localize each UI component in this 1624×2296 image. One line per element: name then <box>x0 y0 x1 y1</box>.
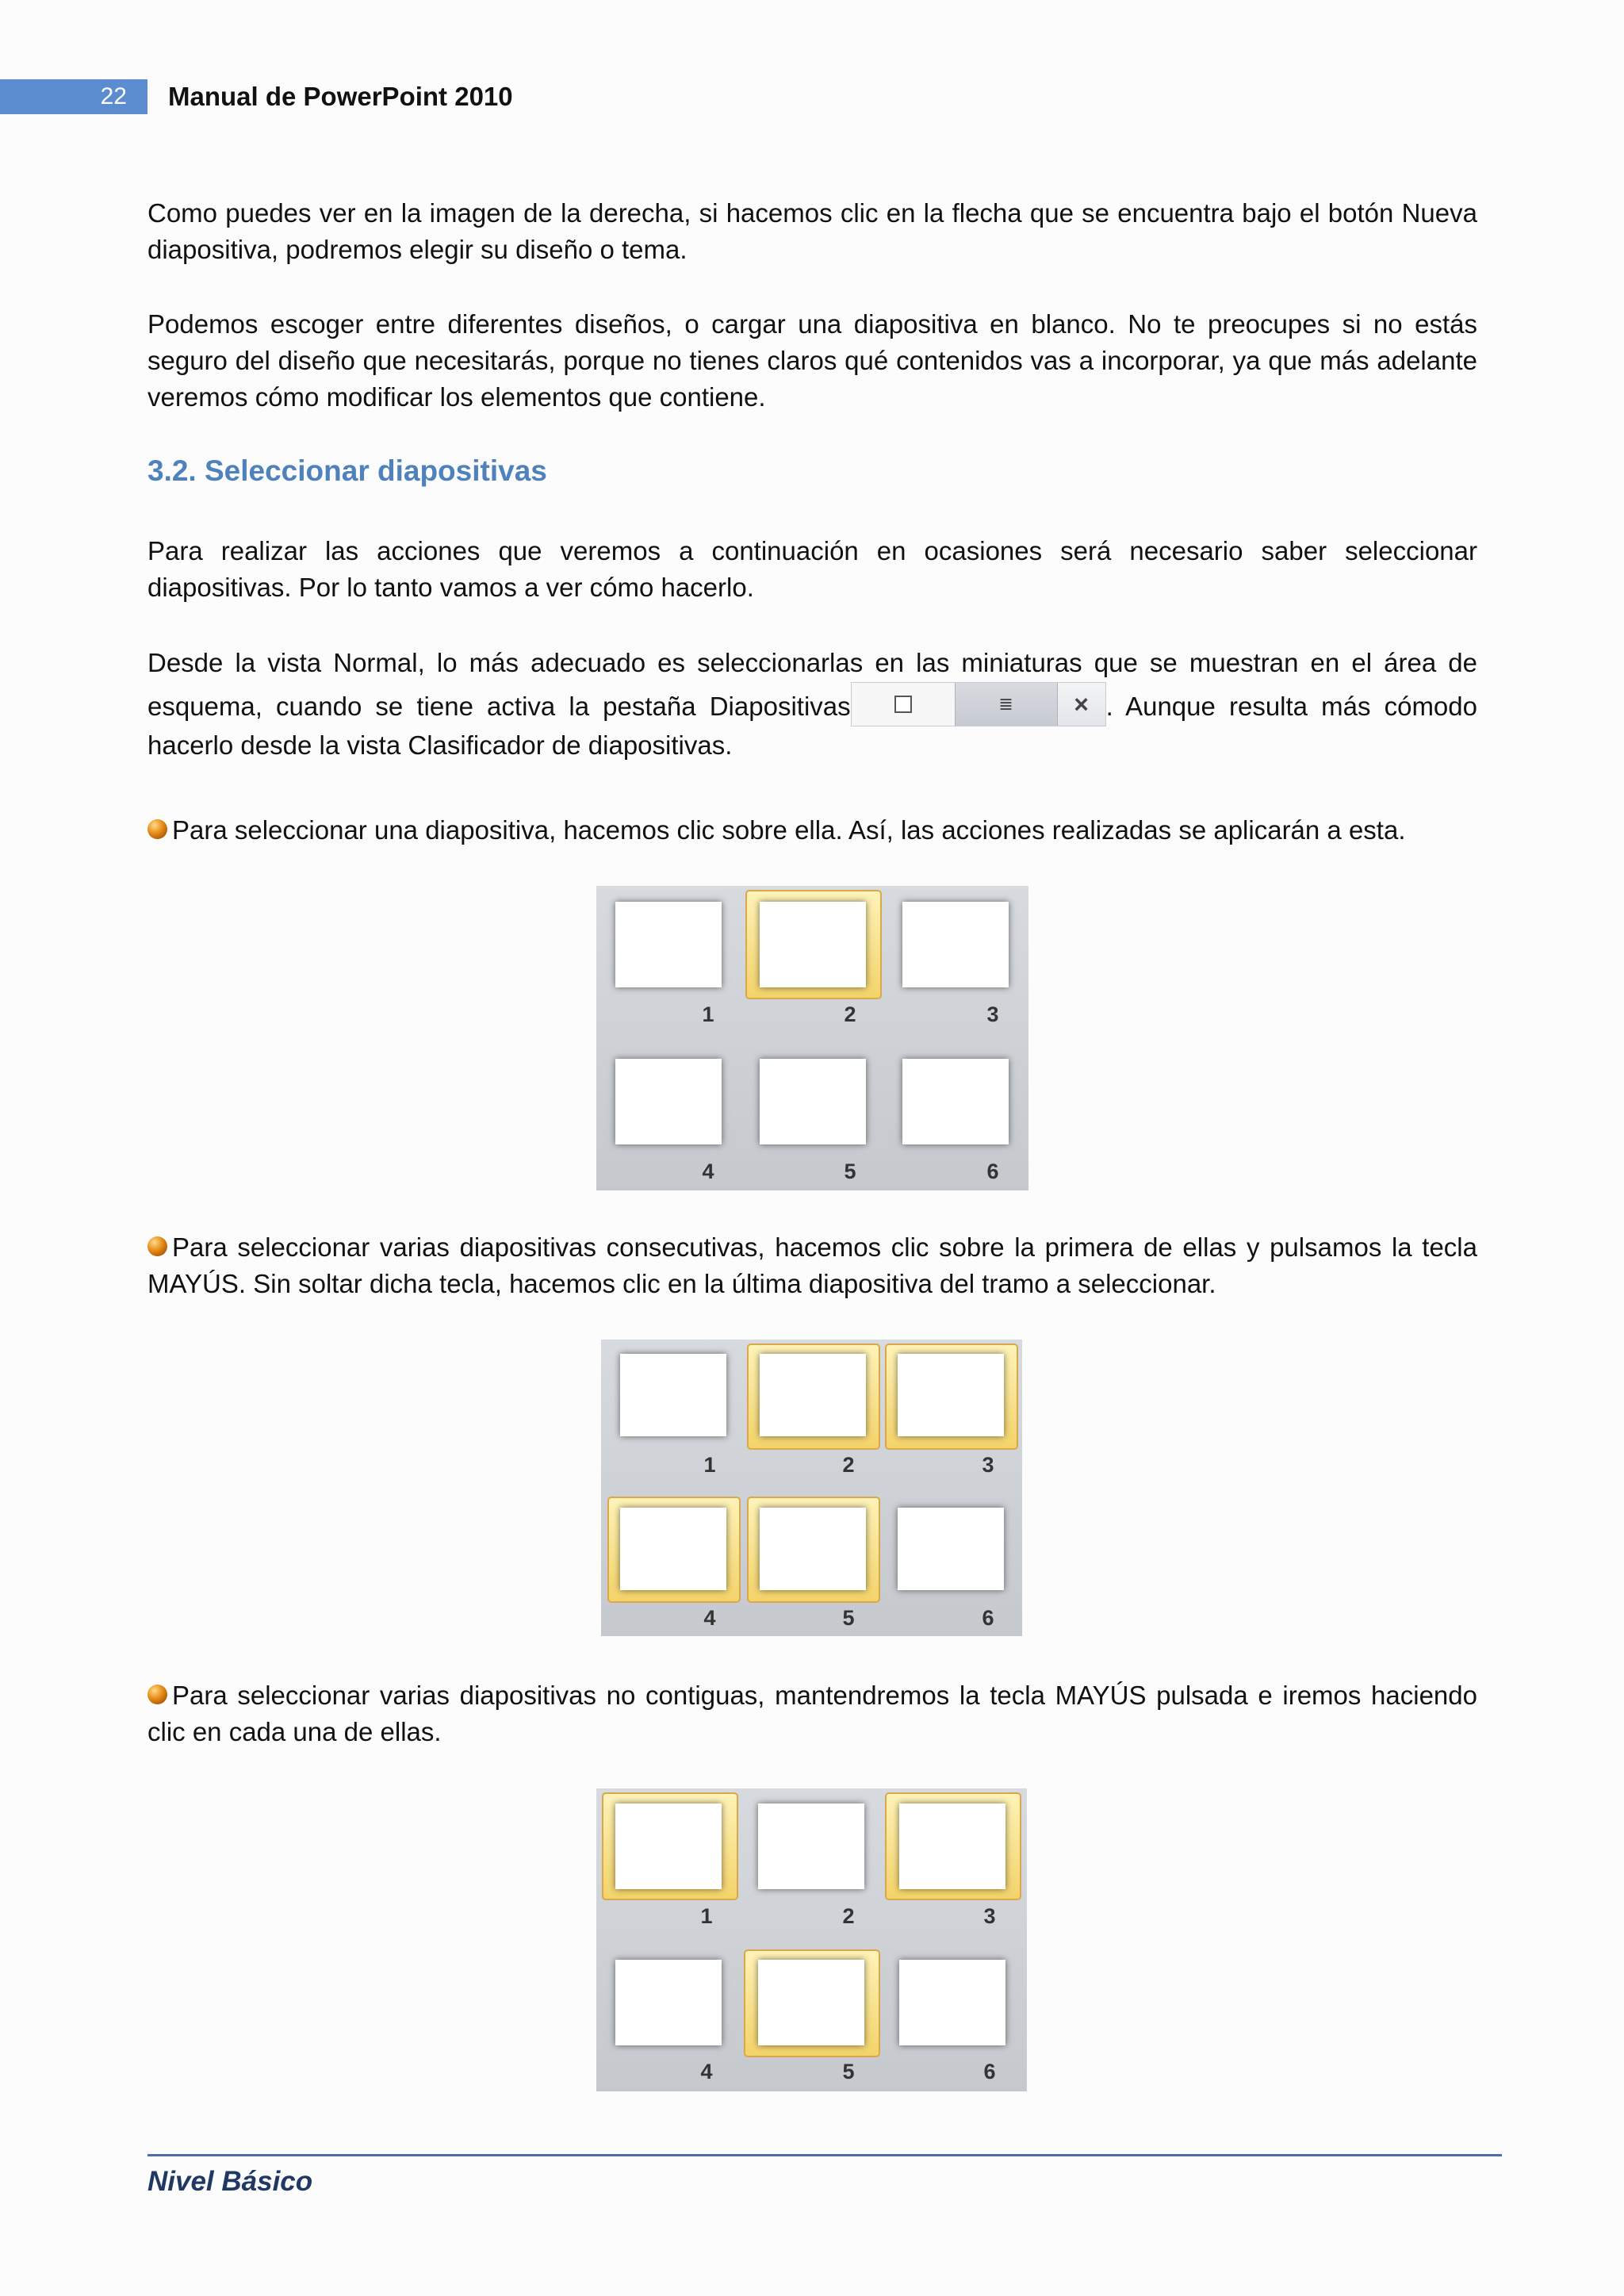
paragraph-normal-view <box>147 644 1477 765</box>
bullet-noncontiguous-text: Para seleccionar varias diapositivas no contiguas, mantendremos la tecla MAYÚS pulsada e iremos haciendo clic en cada una de ellas. <box>147 1681 1477 1746</box>
bullet-single-select <box>147 812 1477 849</box>
slide-number: 1 <box>703 1453 716 1477</box>
slide-thumbnail[interactable] <box>899 1960 1005 2045</box>
slide-thumbnail[interactable] <box>902 902 1009 987</box>
slide-number: 4 <box>702 1159 714 1183</box>
slide-thumbnail[interactable] <box>615 1803 722 1889</box>
close-pane-button[interactable] <box>1058 683 1105 726</box>
slide-number: 2 <box>844 1002 856 1026</box>
slide-number: 4 <box>703 1606 716 1630</box>
close-icon: × <box>1074 690 1089 719</box>
slide-number: 2 <box>842 1904 855 1928</box>
slides-pane-tabs <box>851 682 1106 726</box>
footer-rule <box>147 2154 1502 2156</box>
slide-sorter-figure-3 <box>596 1788 1027 2091</box>
paragraph-designs: Podemos escoger entre diferentes diseños, o cargar una diapositiva en blanco. No te preocupes si no estás seguro del diseño que necesitarás, porque no tienes claros qué contenidos vas a incorporar, ya que más adelante veremos cómo modificar los elementos que contiene. <box>147 309 1477 412</box>
slide-number: 5 <box>844 1159 856 1183</box>
slide-number: 3 <box>982 1453 994 1477</box>
page-number: 22 <box>0 79 147 114</box>
paragraph-normal-view-text-end: . Aunque resulta más cómodo hacerlo desde la vista Clasificador de diapositivas. <box>147 692 1477 760</box>
bullet-icon <box>147 1236 167 1256</box>
slide-thumbnail[interactable] <box>902 1059 1009 1144</box>
bullet-icon <box>147 1685 167 1704</box>
paragraph-select-intro: Para realizar las acciones que veremos a continuación en ocasiones será necesario saber seleccionar diapositivas. Por lo tanto vamos a ver cómo hacerlo. <box>147 536 1477 602</box>
slide-number: 1 <box>702 1002 714 1026</box>
footer-level: Nivel Básico <box>147 2166 313 2197</box>
bullet-single-text: Para seleccionar una diapositiva, hacemos clic sobre ella. Así, las acciones realizadas se aplicarán a esta. <box>172 815 1406 845</box>
outline-tab-icon: ≣ <box>998 694 1013 714</box>
document-title: Manual de PowerPoint 2010 <box>168 82 513 111</box>
slide-number: 1 <box>700 1904 713 1928</box>
slide-number: 5 <box>842 2060 855 2083</box>
paragraph-normal-view-text: Desde la vista Normal, lo más adecuado es seleccionarlas en las miniaturas que se muestran en el área de esquema, cuando se tiene activa la pestaña Diapositivas <box>147 648 1477 721</box>
bullet-noncontiguous-select <box>147 1677 1477 1750</box>
tab-outline[interactable] <box>955 683 1058 726</box>
bullet-consecutive-select <box>147 1229 1477 1302</box>
slide-thumbnail[interactable] <box>615 902 722 987</box>
slide-number: 6 <box>982 1606 994 1630</box>
slide-number: 6 <box>983 2060 996 2083</box>
slide-number: 3 <box>986 1002 999 1026</box>
bullet-icon <box>147 819 167 839</box>
slide-thumbnail[interactable] <box>898 1354 1004 1436</box>
slide-thumbnail[interactable] <box>758 1803 864 1889</box>
slide-thumbnail[interactable] <box>899 1803 1005 1889</box>
slide-number: 4 <box>700 2060 713 2083</box>
slide-number: 3 <box>983 1904 996 1928</box>
slide-number: 6 <box>986 1159 999 1183</box>
section-heading: 3.2. Seleccionar diapositivas <box>147 454 547 487</box>
slide-thumbnail[interactable] <box>615 1059 722 1144</box>
slide-thumbnail[interactable] <box>760 1354 866 1436</box>
slide-thumbnail[interactable] <box>760 1508 866 1590</box>
slide-thumbnail[interactable] <box>760 1059 866 1144</box>
slide-sorter-figure-2 <box>601 1340 1022 1636</box>
slides-tab-icon <box>894 696 912 713</box>
bullet-consecutive-text: Para seleccionar varias diapositivas consecutivas, hacemos clic sobre la primera de ellas y pulsamos la tecla MAYÚS. Sin soltar dicha tecla, hacemos clic en la última diapositiva del tramo a seleccionar. <box>147 1232 1477 1298</box>
slide-thumbnail[interactable] <box>760 902 866 987</box>
slide-thumbnail[interactable] <box>620 1508 726 1590</box>
slide-number: 2 <box>842 1453 855 1477</box>
slide-thumbnail[interactable] <box>615 1960 722 2045</box>
slide-thumbnail[interactable] <box>758 1960 864 2045</box>
slide-thumbnail[interactable] <box>898 1508 1004 1590</box>
paragraph-intro: Como puedes ver en la imagen de la derecha, si hacemos clic en la flecha que se encuentra bajo el botón Nueva diapositiva, podremos elegir su diseño o tema. <box>147 198 1477 264</box>
slide-sorter-figure-1 <box>596 886 1028 1190</box>
tab-slides[interactable] <box>852 683 955 726</box>
slide-thumbnail[interactable] <box>620 1354 726 1436</box>
slide-number: 5 <box>842 1606 855 1630</box>
